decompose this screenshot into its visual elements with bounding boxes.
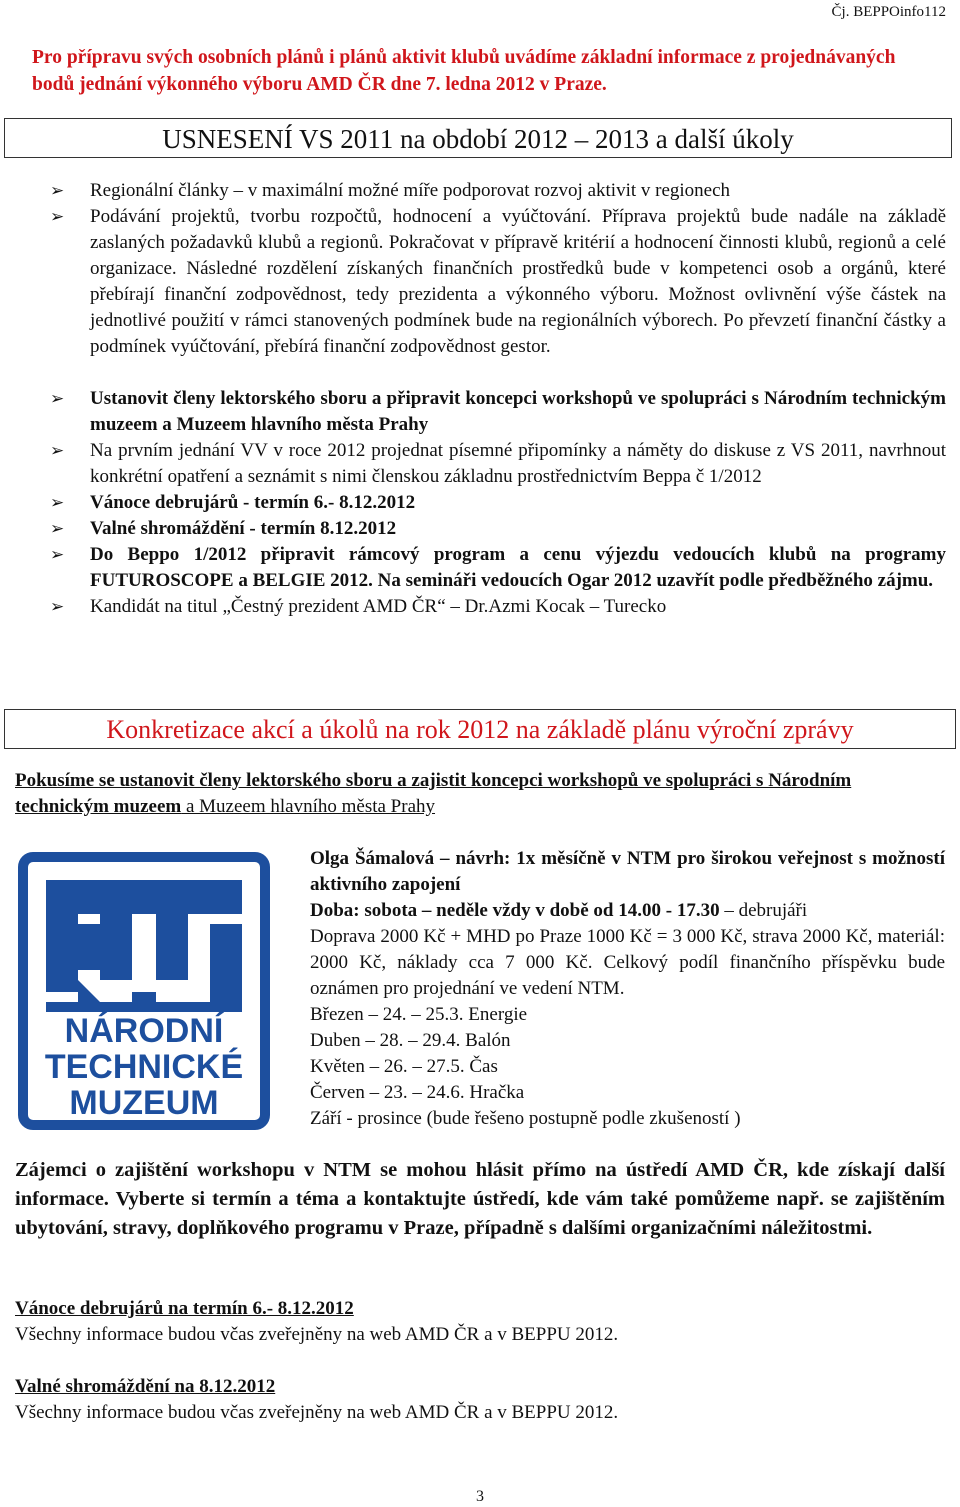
resolution-list [50, 178, 946, 360]
workshop-proposal: Olga Šámalová – návrh: 1x měsíčně v NTM pro širokou veřejnost s možností aktivního zapojení [310, 848, 945, 895]
schedule-item: Březen – 24. – 25.3. Energie [310, 1004, 528, 1025]
event-text: Všechny informace budou včas zveřejněny na web AMD ČR a v BEPPU 2012. [15, 1402, 619, 1423]
event-general-assembly [15, 1374, 945, 1426]
lead-paragraph [15, 768, 945, 820]
event-heading: Valné shromáždění na 8.12.2012 [15, 1376, 276, 1397]
intro-paragraph: Pro přípravu svých osobních plánů i plánů aktivit klubů uvádíme základní informace z projednávaných bodů jednání výkonného výboru AMD ČR dne 7. ledna 2012 v Praze. [32, 47, 896, 95]
list-item-text: Podávání projektů, tvorbu rozpočtů, hodnocení a vyúčtování. Příprava projektů bude nadále na základě zaslaných požadavků klubů a regionů. Pokračovat v přípravě kritérií a hodnocení činnosti klubů, regionů a celé organizace. Následné rozdělení získaných finančních prostředků bude v kompetenci osob a orgánů, které přebírají finanční zodpovědnost, tedy prezidenta a výkonného výboru. Možnost ovlivnění výše částek na jednotlivé použití v rámci stanovených podmínek bude na regionálních výborech. Po převzetí finanční částky a podmínek vyúčtování, přebírá finanční zodpovědnost gestor. [90, 206, 946, 357]
page-number: 3 [476, 1488, 484, 1505]
list-item [50, 178, 946, 204]
schedule-item: Květen – 26. – 27.5. Čas [310, 1056, 498, 1077]
list-item [50, 490, 946, 516]
list-item-text: Na prvním jednání VV v roce 2012 projednat písemné připomínky a náměty do diskuse z VS 2011, navrhnout konkrétní opatření a seznámit s nimi členskou základnu prostřednictvím Beppa č 1/2012 [90, 440, 946, 487]
list-item-text: Regionální články – v maximální možné míře podporovat rozvoj aktivit v regionech [90, 180, 731, 201]
arrow-bullet-icon: ➢ [50, 519, 65, 538]
event-text: Všechny informace budou včas zveřejněny na web AMD ČR a v BEPPU 2012. [15, 1324, 619, 1345]
logo-line-3: MUZEUM [69, 1084, 219, 1122]
schedule-item: Září - prosince (bude řešeno postupně podle zkušeností ) [310, 1108, 741, 1129]
arrow-bullet-icon: ➢ [50, 545, 65, 564]
list-item [50, 516, 946, 542]
list-item-text: Valné shromáždění - termín 8.12.2012 [90, 518, 397, 539]
list-item-text: Do Beppo 1/2012 připravit rámcový program a cenu výjezdu vedoucích klubů na programy FUTUROSCOPE a BELGIE 2012. Na semináři vedoucích Ogar 2012 uzavřít podle předběžného zájmu. [90, 544, 946, 591]
workshop-time-bold: Doba: sobota – neděle vždy v době od 14.00 - 17.30 [310, 900, 720, 921]
list-item [50, 542, 946, 594]
workshop-time [310, 898, 945, 924]
arrow-bullet-icon: ➢ [50, 389, 65, 408]
logo-line-1: NÁRODNÍ [64, 1012, 224, 1050]
task-list [50, 386, 946, 620]
event-heading: Vánoce debrujárů na termín 6.- 8.12.2012 [15, 1298, 354, 1319]
arrow-bullet-icon: ➢ [50, 207, 65, 226]
logo-line-2: TECHNICKÉ [44, 1048, 244, 1086]
list-item [50, 438, 946, 490]
list-item [50, 594, 946, 620]
section-title: Konkretizace akcí a úkolů na rok 2012 na základě plánu výroční zprávy [4, 709, 956, 749]
event-christmas [15, 1296, 945, 1348]
schedule-item: Duben – 28. – 29.4. Balón [310, 1030, 511, 1051]
list-item-text: Ustanovit členy lektorského sboru a připravit koncepci workshopů ve spolupráci s Národním technickým muzeem a Muzeem hlavního města Prahy [90, 388, 946, 435]
logo-mark [46, 880, 242, 1012]
arrow-bullet-icon: ➢ [50, 441, 65, 460]
arrow-bullet-icon: ➢ [50, 181, 65, 200]
workshop-details [310, 846, 945, 1132]
list-item [50, 386, 946, 438]
workshop-costs: Doprava 2000 Kč + MHD po Praze 1000 Kč = 3 000 Kč, strava 2000 Kč, materiál: 2000 Kč, náklady cca 7 000 Kč. Celkový podíl finančního příspěvku bude oznámen pro projednání ve vedení NTM. [310, 926, 945, 999]
lead-bold: Pokusíme se ustanovit členy lektorského sboru a zajistit koncepci workshopů ve spolupráci s Národním technickým muzeem [15, 770, 852, 817]
workshop-time-tail: – debrujáři [719, 900, 808, 921]
contact-callout: Zájemci o zajištění workshopu v NTM se mohou hlásit přímo na ústředí AMD ČR, kde získají další informace. Vyberte si termín a téma a kontaktujte ústředí, kde vám také pomůžeme např. se zajištěním ubytování, stravy, doplňkového programu v Praze, případně s dalšími organizačními náležitostmi. [15, 1159, 945, 1239]
schedule-item: Červen – 23. – 24.6. Hračka [310, 1082, 525, 1103]
arrow-bullet-icon: ➢ [50, 493, 65, 512]
ntm-logo [18, 852, 270, 1130]
resolution-title: USNESENÍ VS 2011 na období 2012 – 2013 a další úkoly [4, 118, 952, 158]
arrow-bullet-icon: ➢ [50, 597, 65, 616]
lead-normal: a Muzeem hlavního města Prahy [181, 796, 436, 817]
document-reference: Čj. BEPPOinfo112 [831, 4, 946, 20]
list-item [50, 204, 946, 360]
list-item-text: Vánoce debrujárů - termín 6.- 8.12.2012 [90, 492, 416, 513]
list-item-text: Kandidát na titul „Čestný prezident AMD ČR“ – Dr.Azmi Kocak – Turecko [90, 596, 667, 617]
